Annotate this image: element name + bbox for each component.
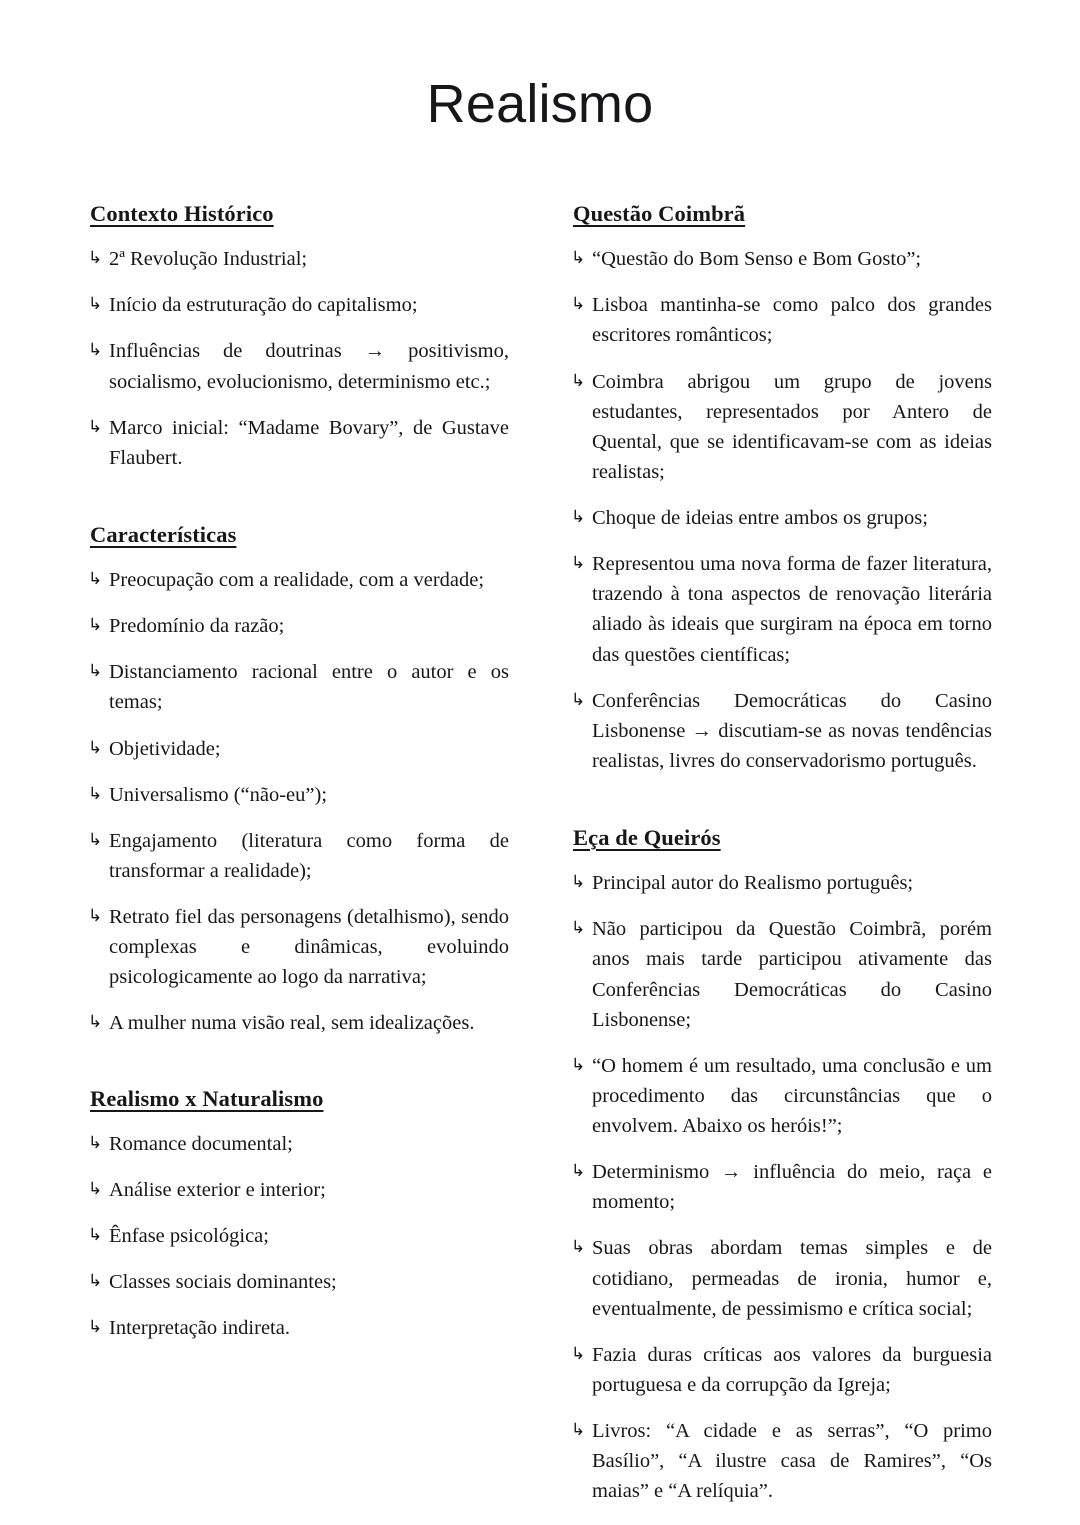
list-item-text: Marco inicial: “Madame Bovary”, de Gustave Flaubert. [109, 416, 509, 469]
list-item [571, 1340, 992, 1400]
arrow-down-right-icon: ↳ [88, 569, 103, 589]
list-item [571, 868, 992, 898]
list-item-text: Choque de ideias entre ambos os grupos; [592, 507, 928, 529]
arrow-down-right-icon: ↳ [88, 829, 103, 850]
list-item [571, 244, 992, 274]
arrow-down-right-icon: ↳ [571, 1237, 586, 1258]
list-item-text: A mulher numa visão real, sem idealizações. [109, 1012, 475, 1035]
list-item-text: Principal autor do Realismo português; [592, 872, 914, 895]
list-item-text: Lisboa mantinha-se como palco dos grandes escritores românticos; [592, 294, 992, 347]
arrow-down-right-icon: ↳ [571, 1420, 586, 1440]
arrow-down-right-icon: ↳ [88, 737, 103, 758]
section-questao-coimbra [571, 200, 992, 776]
list-item [88, 1267, 509, 1297]
list-item [571, 686, 992, 776]
arrow-down-right-icon: ↳ [571, 1343, 586, 1364]
list-item [88, 244, 509, 274]
list-item [571, 367, 992, 488]
list-item [571, 549, 992, 670]
arrow-down-right-icon: ↳ [88, 615, 103, 636]
list-item-text: “Questão do Bom Senso e Bom Gosto”; [592, 248, 922, 271]
list-item-text: Fazia duras críticas aos valores da burguesia portuguesa e da corrupção da Igreja; [592, 1343, 992, 1396]
section-heading: Características [90, 521, 237, 547]
section-heading: Contexto Histórico [90, 201, 274, 226]
list-item-text: Distanciamento racional entre o autor e os temas; [109, 661, 509, 714]
section-heading: Questão Coimbrã [573, 201, 746, 226]
arrow-down-right-icon: ↳ [571, 1161, 586, 1182]
list-item-text: Suas obras abordam temas simples e de cotidiano, permeadas de ironia, humor e, eventualmente, de pessimismo e crítica social; [592, 1237, 992, 1320]
list-item [88, 902, 509, 992]
arrow-down-right-icon: ↳ [88, 1178, 103, 1199]
arrow-down-right-icon: ↳ [88, 416, 103, 437]
arrow-down-right-icon: ↳ [88, 1317, 103, 1338]
list-item-text: 2ª Revolução Industrial; [109, 248, 308, 271]
arrow-down-right-icon: ↳ [571, 248, 586, 269]
list-item [88, 1008, 509, 1038]
list-item-text: Retrato fiel das personagens (detalhismo), sendo complexas e dinâmicas, evoluindo psicologicamente ao logo da narrativa; [109, 906, 509, 989]
arrow-down-right-icon: ↳ [88, 906, 103, 926]
section-heading: Realismo x Naturalismo [90, 1085, 324, 1111]
list-item [88, 1129, 509, 1159]
list-item-text: Influências de doutrinas → positivismo, socialismo, evolucionismo, determinismo etc.; [109, 340, 509, 393]
bullet-list [88, 244, 509, 473]
bullet-list [88, 1129, 509, 1344]
right-column [571, 200, 992, 1506]
arrow-down-right-icon: ↳ [571, 294, 586, 315]
list-item-text: Livros: “A cidade e as serras”, “O primo Basílio”, “A ilustre casa de Ramires”, “Os maias” e “A relíquia”. [592, 1420, 992, 1503]
list-item-text: Coimbra abrigou um grupo de jovens estudantes, representados por Antero de Quental, que se identificavam-se com as ideias realistas; [592, 370, 992, 483]
list-item-text: Determinismo → influência do meio, raça e momento; [592, 1161, 992, 1214]
arrow-down-right-icon: ↳ [571, 872, 586, 893]
bullet-list [571, 868, 992, 1506]
list-item-text: Universalismo (“não-eu”); [109, 783, 328, 806]
list-item-text: Romance documental; [109, 1132, 293, 1155]
list-item-text: Classes sociais dominantes; [109, 1271, 337, 1293]
list-item [88, 657, 509, 717]
bullet-list [88, 565, 509, 1039]
list-item-text: Início da estruturação do capitalismo; [109, 294, 418, 317]
arrow-down-right-icon: ↳ [88, 1132, 103, 1153]
arrow-down-right-icon: ↳ [88, 661, 103, 682]
list-item [88, 336, 509, 396]
list-item-text: Representou uma nova forma de fazer literatura, trazendo à tona aspectos de renovação literária aliado às ideais que surgiram na época em torno das questões científicas; [592, 553, 992, 666]
arrow-down-right-icon: ↳ [571, 553, 586, 574]
list-item [88, 290, 509, 320]
list-item [88, 1313, 509, 1343]
list-item-text: Objetividade; [109, 737, 221, 760]
arrow-down-right-icon: ↳ [571, 689, 586, 710]
arrow-down-right-icon: ↳ [88, 1012, 103, 1033]
list-item [571, 290, 992, 350]
arrow-down-right-icon: ↳ [571, 1054, 586, 1075]
arrow-down-right-icon: ↳ [88, 1224, 103, 1245]
list-item-text: Ênfase psicológica; [109, 1224, 269, 1247]
arrow-down-right-icon: ↳ [88, 783, 103, 804]
list-item [88, 413, 509, 473]
section-caracteristicas [88, 521, 509, 1039]
bullet-list [571, 244, 992, 776]
list-item-text: Conferências Democráticas do Casino Lisbonense → discutiam-se as novas tendências realistas, livres do conservadorismo português. [592, 689, 992, 772]
list-item-text: Preocupação com a realidade, com a verdade; [109, 569, 485, 591]
list-item-text: “O homem é um resultado, uma conclusão e um procedimento das circunstâncias que o envolvem. Abaixo os heróis!”; [592, 1054, 992, 1137]
list-item [88, 1221, 509, 1251]
arrow-down-right-icon: ↳ [571, 918, 586, 939]
list-item [88, 611, 509, 641]
section-contexto-historico [88, 200, 509, 473]
arrow-down-right-icon: ↳ [88, 340, 103, 361]
list-item [571, 914, 992, 1035]
arrow-down-right-icon: ↳ [88, 1271, 103, 1291]
list-item-text: Análise exterior e interior; [109, 1178, 326, 1201]
section-realismo-x-naturalismo [88, 1085, 509, 1344]
list-item [88, 1175, 509, 1205]
list-item [88, 565, 509, 595]
list-item [571, 1416, 992, 1506]
list-item [88, 780, 509, 810]
section-eca-de-queiros [571, 824, 992, 1506]
list-item-text: Predomínio da razão; [109, 615, 285, 638]
list-item-text: Engajamento (literatura como forma de transformar a realidade); [109, 829, 509, 882]
page-title: Realismo [426, 74, 654, 134]
list-item [571, 503, 992, 533]
list-item [571, 1233, 992, 1323]
arrow-down-right-icon: ↳ [571, 370, 586, 391]
list-item [571, 1157, 992, 1217]
list-item-text: Não participou da Questão Coimbrã, porém anos mais tarde participou ativamente das Conferências Democráticas do Casino Lisbonense; [592, 918, 992, 1031]
left-column [88, 200, 509, 1506]
arrow-down-right-icon: ↳ [88, 294, 103, 315]
arrow-down-right-icon: ↳ [88, 248, 103, 269]
list-item [571, 1051, 992, 1141]
list-item-text: Interpretação indireta. [109, 1317, 290, 1340]
two-column-body [0, 200, 1080, 1506]
list-item [88, 734, 509, 764]
list-item [88, 826, 509, 886]
section-heading: Eça de Queirós [573, 825, 721, 850]
arrow-down-right-icon: ↳ [571, 507, 586, 527]
